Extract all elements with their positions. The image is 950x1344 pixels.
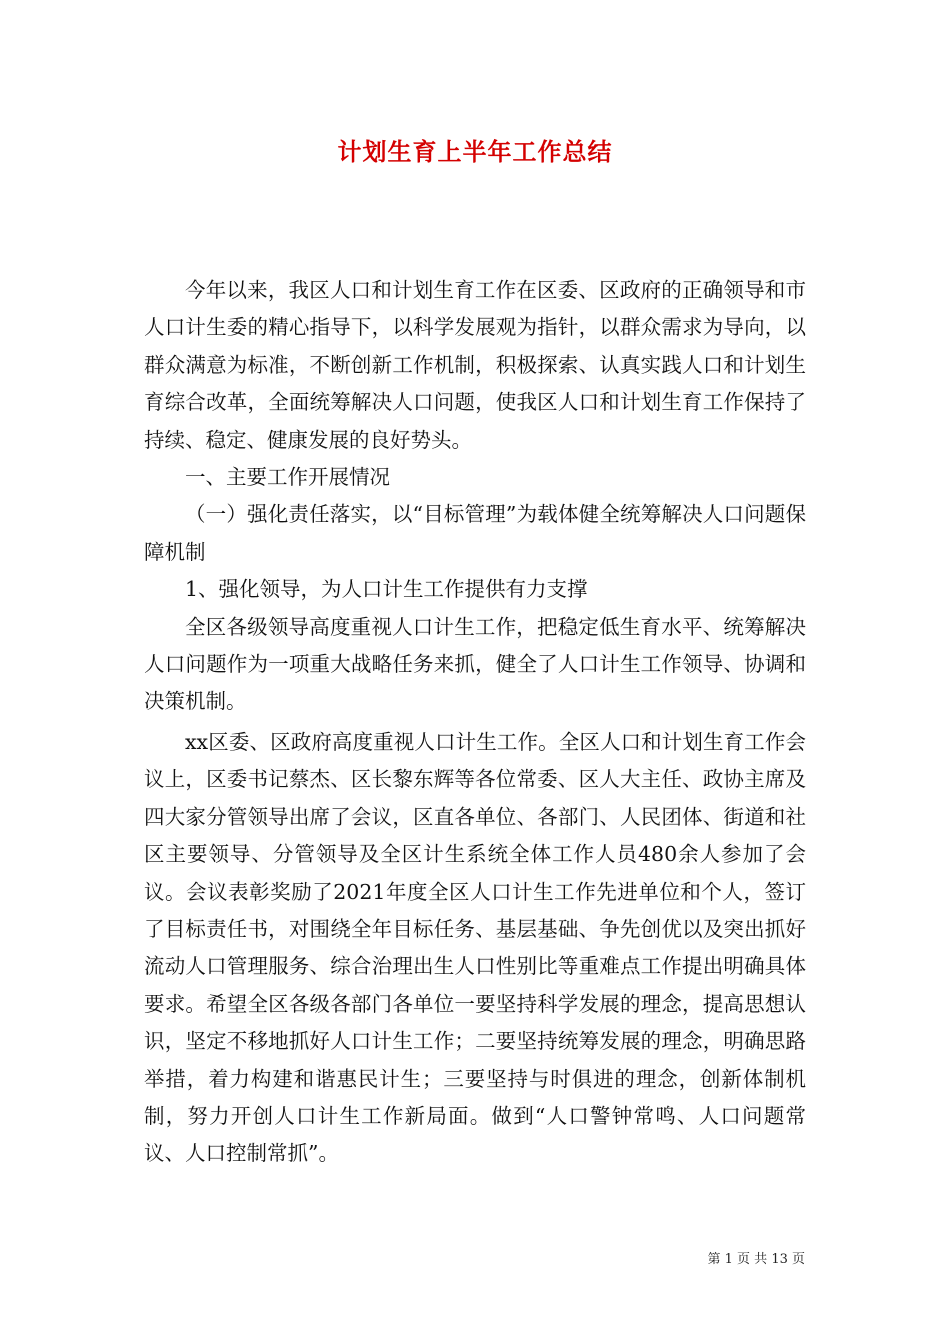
paragraph-leadership: 全区各级领导高度重视人口计生工作，把稳定低生育水平、统筹解决人口问题作为一项重大战略任务来抓，健全了人口计生工作领导、协调和决策机制。 [144, 614, 806, 714]
document-body [144, 272, 806, 1173]
paragraph-meeting: xx区委、区政府高度重视人口计生工作。全区人口和计划生育工作会议上，区委书记蔡杰、区长黎东辉等各位常委、区人大主任、政协主席及四大家分管领导出席了会议，区直各单位、各部门、人民团体、街道和社区主要领导、分管领导及全区计生系统全体工作人员480余人参加了会议。会议表彰奖励了2021年度全区人口计生工作先进单位和个人，签订了目标责任书，对围绕全年目标任务、基层基础、争先创优以及突出抓好流动人口管理服务、综合治理出生人口性别比等重难点工作提出明确具体要求。希望全区各级各部门各单位一要坚持科学发展的理念，提高思想认识，坚定不移地抓好人口计生工作；二要坚持统筹发展的理念，明确思路举措，着力构建和谐惠民计生；三要坚持与时俱进的理念，创新体制机制，努力开创人口计生工作新局面。做到“人口警钟常鸣、人口问题常议、人口控制常抓”。 [144, 729, 806, 1166]
heading-item-1: 1、强化领导，为人口计生工作提供有力支撑 [185, 577, 588, 602]
heading-subsection-1: （一）强化责任落实，以“目标管理”为载体健全统筹解决人口问题保障机制 [144, 502, 806, 564]
page-number-footer: 第 1 页 共 13 页 [707, 1252, 805, 1267]
heading-section-1: 一、主要工作开展情况 [185, 465, 390, 490]
paragraph-intro: 今年以来，我区人口和计划生育工作在区委、区政府的正确领导和市人口计生委的精心指导下，以科学发展观为指针，以群众需求为导向，以群众满意为标准，不断创新工作机制，积极探索、认真实践人口和计划生育综合改革，全面统筹解决人口问题，使我区人口和计划生育工作保持了持续、稳定、健康发展的良好势头。 [144, 278, 806, 452]
document-title: 计划生育上半年工作总结 [337, 138, 613, 166]
